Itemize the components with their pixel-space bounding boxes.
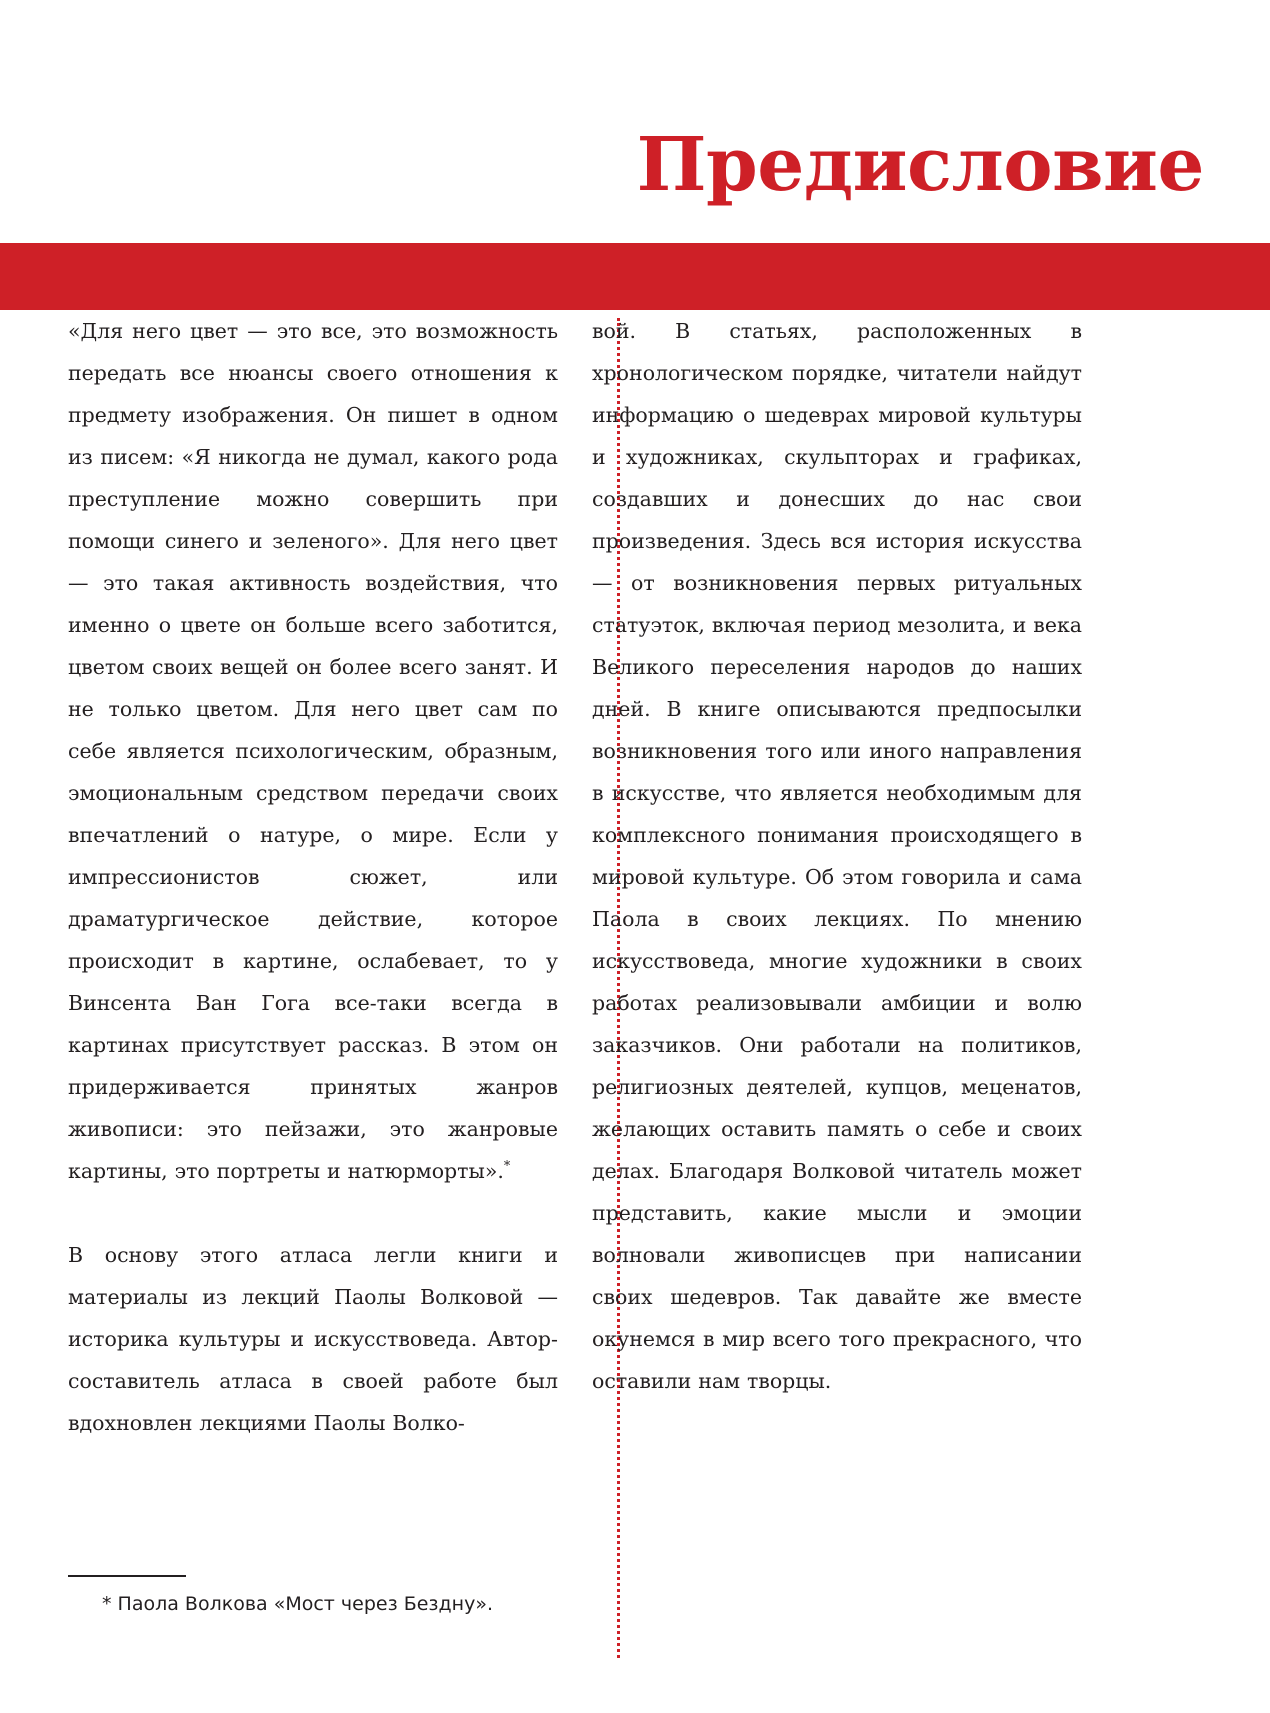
page-title: Предисловие bbox=[636, 122, 1204, 208]
footnote-block bbox=[68, 1575, 558, 1617]
footnote-text: * Паола Волкова «Мост через Бездну». bbox=[102, 1593, 494, 1615]
right-paragraph-1: вой. В статьях, расположенных в хронологическом порядке, читатели найдут информацию о шедеврах мировой культуры и художниках, скульпторах и графиках, создавших и донесших до нас свои произведения. Здесь вся история искусства — от возникновения первых ритуальных статуэток, включая период мезолита, и века Великого переселения народов до наших дней. В книге описываются предпосылки возникновения того или иного направления в искусстве, что является необходимым для комплексного понимания происходящего в мировой культуре. Об этом говорила и сама Паола в своих лекциях. По мнению искусствоведа, многие художники в своих работах реализовывали амбиции и волю заказчиков. Они работали на политиков, религиозных деятелей, купцов, меценатов, желающих оставить память о себе и своих делах. Благодаря Волковой читатель может представить, какие мысли и эмоции волновали живописцев при написании своих шедевров. Так давайте же вместе окунемся в мир всего того прекрасного, что оставили нам творцы. bbox=[592, 319, 1082, 1393]
left-paragraph-2: В основу этого атласа легли книги и материалы из лекций Паолы Волковой — историка культуры и искусствоведа. Автор-составитель атласа в своей работе был вдохновлен лекциями Паолы Волко- bbox=[68, 1243, 558, 1435]
header-red-band bbox=[0, 243, 1270, 310]
footnote-marker: * bbox=[503, 1158, 511, 1174]
page-content bbox=[0, 310, 1270, 1713]
left-column bbox=[68, 310, 558, 1444]
right-column bbox=[592, 310, 1082, 1402]
left-paragraph-1-text: «Для него цвет — это все, это возможность передать все нюансы своего отношения к предмету изображения. Он пишет в одном из писем: «Я никогда не думал, какого рода преступление можно совершить при помощи синего и зеленого». Для него цвет — это такая активность воздействия, что именно о цвете он больше всего заботится, цветом своих вещей он более всего занят. И не только цветом. Для него цвет сам по себе является психологическим, образным, эмоциональным средством передачи своих впечатлений о натуре, о мире. Если у импрессионистов сюжет, или драматургическое действие, которое происходит в картине, ослабевает, то у Винсента Ван Гога все-таки всегда в картинах присутствует рассказ. В этом он придерживается принятых жанров живописи: это пейзажи, это жанровые картины, это портреты и натюрморты». bbox=[68, 319, 558, 1183]
left-paragraph-1 bbox=[68, 310, 558, 1192]
footnote-rule bbox=[68, 1575, 186, 1577]
page-header bbox=[0, 0, 1270, 310]
